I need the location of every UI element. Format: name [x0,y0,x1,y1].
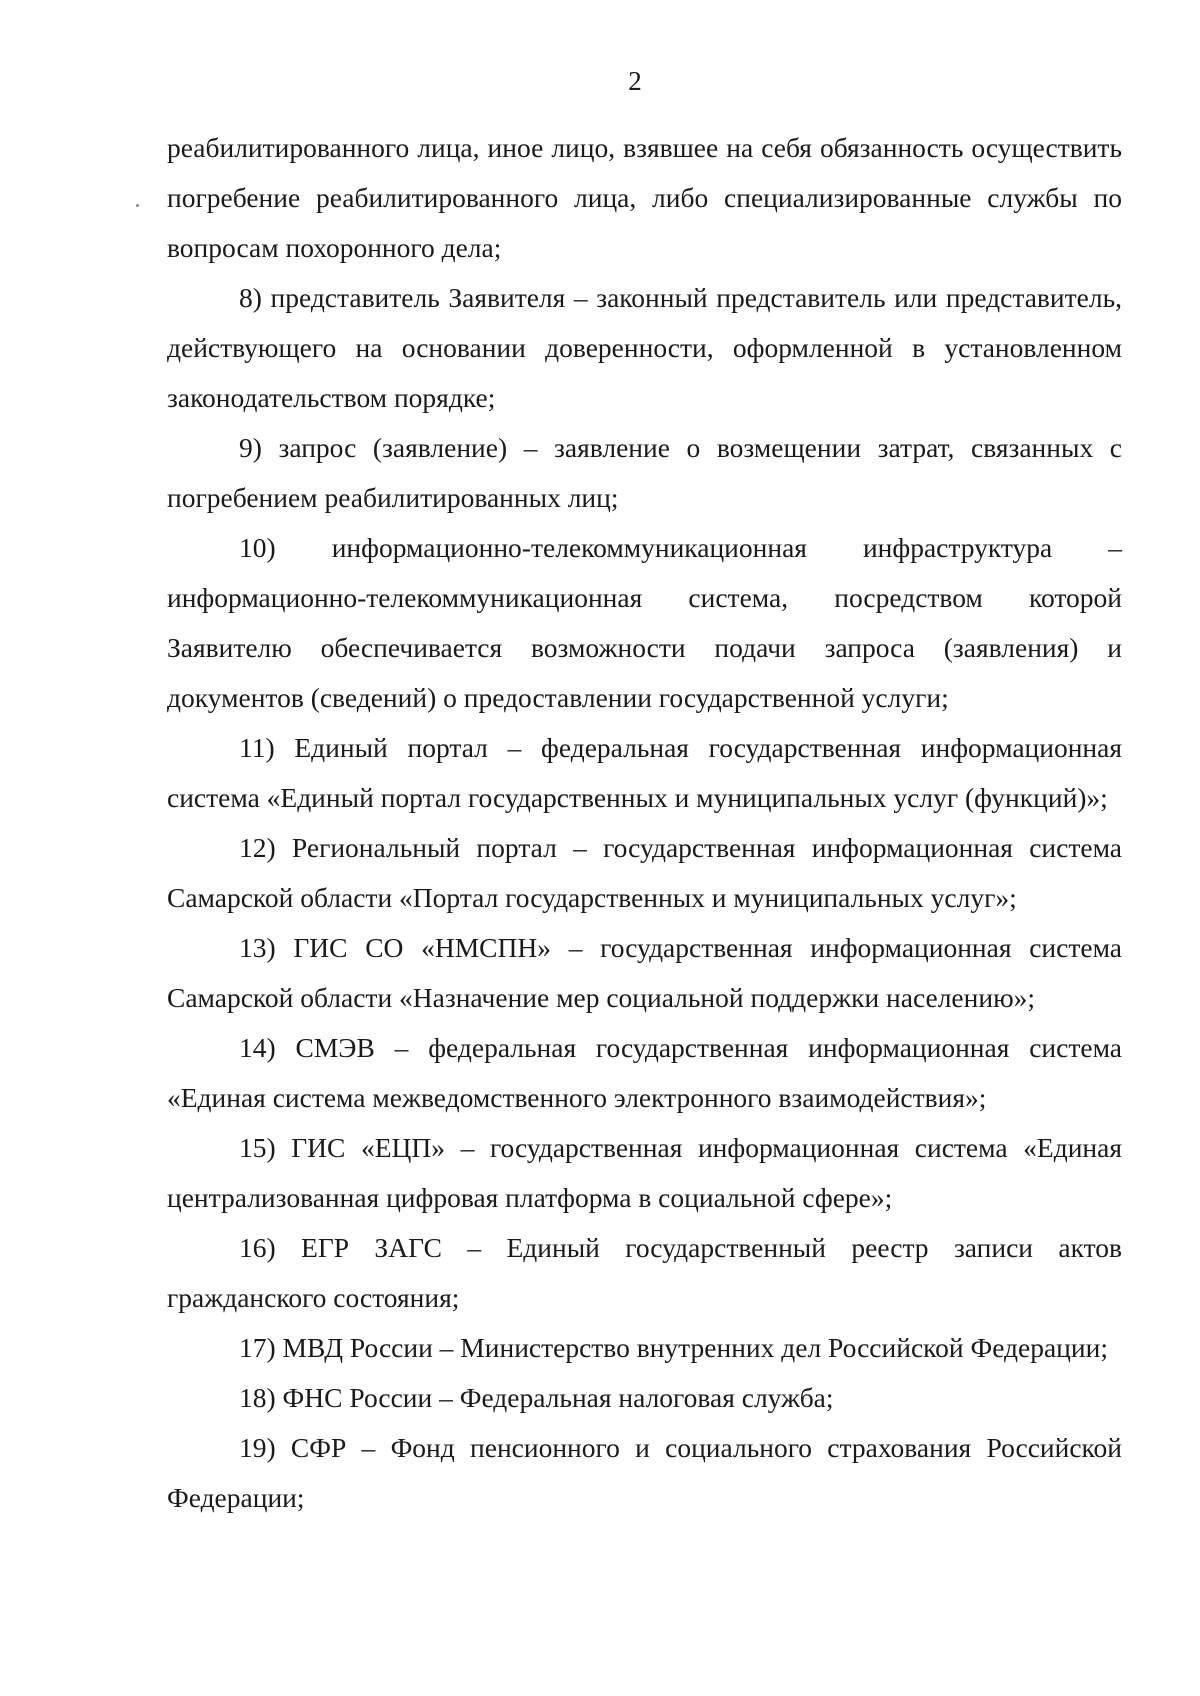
paragraph-item-19: 19) СФР – Фонд пенсионного и социального страхования Российской Федерации; [167,1432,1122,1513]
paragraph-item-10: 10) информационно-телекоммуникационная инфраструктура – информационно-телекоммуникационная система, посредством которой Заявителю обеспечивается возможности подачи запроса (заявления) и документов (сведений) о предоставлении государственной услуги; [167,532,1122,713]
paragraph-item-18: 18) ФНС России – Федеральная налоговая служба; [239,1382,834,1413]
paragraph-continuation: реабилитированного лица, иное лицо, взявшее на себя обязанность осуществить погребение реабилитированного лица, либо специализированные службы по вопросам похоронного дела; [167,132,1122,263]
paragraph-item-16: 16) ЕГР ЗАГС – Единый государственный реестр записи актов гражданского состояния; [167,1232,1122,1313]
paragraph-item-8: 8) представитель Заявителя – законный представитель или представитель, действующего на основании доверенности, оформленной в установленном законодательством порядке; [167,282,1122,413]
scan-speck [136,204,139,207]
paragraph-item-11: 11) Единый портал – федеральная государственная информационная система «Единый портал государственных и муниципальных услуг (функций)»; [167,732,1122,813]
page-number: 2 [628,66,642,96]
paragraph-item-12: 12) Региональный портал – государственная информационная система Самарской области «Портал государственных и муниципальных услуг»; [167,832,1122,913]
paragraph-item-17: 17) МВД России – Министерство внутренних дел Российской Федерации; [239,1332,1108,1363]
paragraph-item-13: 13) ГИС СО «НМСПН» – государственная информационная система Самарской области «Назначение мер социальной поддержки населению»; [167,932,1122,1013]
document-body [167,123,1122,1523]
paragraph-item-15: 15) ГИС «ЕЦП» – государственная информационная система «Единая централизованная цифровая платформа в социальной сфере»; [167,1132,1122,1213]
paragraph-item-9: 9) запрос (заявление) – заявление о возмещении затрат, связанных с погребением реабилитированных лиц; [167,432,1122,513]
paragraph-item-14: 14) СМЭВ – федеральная государственная информационная система «Единая система межведомственного электронного взаимодействия»; [167,1032,1122,1113]
